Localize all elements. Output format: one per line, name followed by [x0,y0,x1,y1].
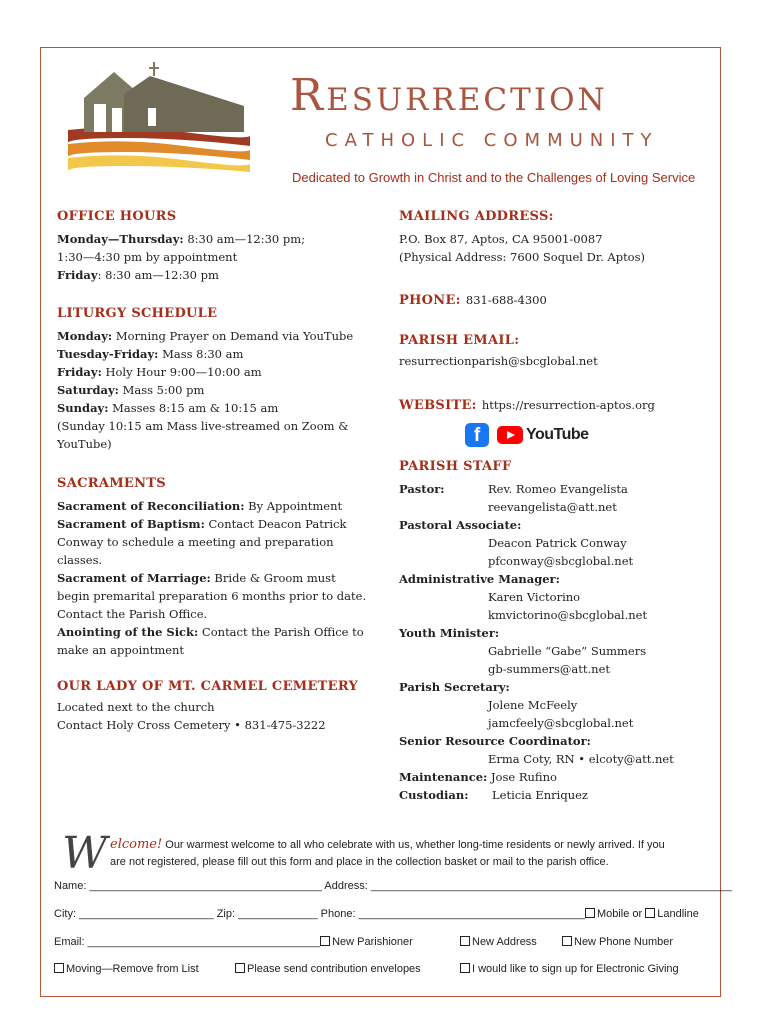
liturgy-text [57,327,353,453]
custodian-value: Leticia Enriquez [492,788,588,802]
admin-label: Administrative Manager: [399,572,560,586]
livestream-note: (Sunday 10:15 am Mass live-streamed on Zoom & [57,419,349,433]
cemetery-location: Located next to the church [57,700,215,714]
mailing-heading: MAILING ADDRESS: [399,209,554,224]
friday-label: Friday: [57,365,102,379]
senior-label: Senior Resource Coordinator: [399,734,591,748]
welcome-line2: are not registered, please fill out this form and place in the collection basket or mail to the parish office. [110,856,609,868]
mailing-text [399,230,645,266]
tagline: Dedicated to Growth in Christ and to the Challenges of Loving Service [292,170,696,185]
anointing-text: make an appointment [57,643,185,657]
office-hours-heading: OFFICE HOURS [57,209,177,224]
reconciliation-value: By Appointment [244,499,343,513]
youtube-icon[interactable] [497,426,589,444]
youth-email: gb-summers@att.net [488,662,611,676]
pastor-label: Pastor: [399,482,445,496]
email-field [54,936,413,948]
saturday-value: Mass 5:00 pm [118,383,205,397]
sacraments-text [57,497,366,659]
maintenance-value: Jose Rufino [490,770,557,784]
cemetery-contact: Contact Holy Cross Cemetery • 831-475-3222 [57,718,326,732]
secretary-label: Parish Secretary: [399,680,510,694]
office-days-value: 8:30 am—12:30 pm; [183,232,306,246]
office-appointment: 1:30—4:30 pm by appointment [57,250,238,264]
website-link[interactable]: https://resurrection-aptos.org [481,398,655,412]
new-address-label: New Address [472,936,537,948]
office-friday-value: : 8:30 am—12:30 pm [97,268,219,282]
moving-label: Moving—Remove from List [66,963,199,975]
welcome-initial: W [62,828,108,879]
baptism-text: Conway to schedule a meeting and preparation [57,535,334,549]
website-line [399,394,655,413]
po-box: P.O. Box 87, Aptos, CA 95001-0087 [399,232,603,246]
admin-email: kmvictorino@sbcglobal.net [488,608,648,622]
youth-name: Gabrielle “Gabe” Summers [488,644,647,658]
youtube-label: YouTube [526,426,589,443]
pastor-name: Rev. Romeo Evangelista [488,482,628,496]
parish-subtitle: CATHOLIC COMMUNITY [325,130,659,151]
city-zip-phone-field[interactable]: City: ______________________ Zip: _____________ Phone: _____________________________________ [54,908,585,920]
secretary-email: jamcfeely@sbcglobal.net [488,716,634,730]
cemetery-heading: OUR LADY OF MT. CARMEL CEMETERY [57,679,359,694]
tue-fri-label: Tuesday-Friday: [57,347,159,361]
sacraments-heading: SACRAMENTS [57,476,166,491]
staff-list [399,480,699,804]
new-phone-checkbox[interactable] [562,936,572,946]
office-hours-text [57,230,305,284]
cemetery-text [57,698,326,734]
associate-email: pfconway@sbcglobal.net [488,554,634,568]
electronic-option [460,963,679,975]
sunday-label: Sunday: [57,401,109,415]
phone-heading: PHONE: [399,293,461,308]
baptism-text: classes. [57,553,103,567]
admin-name: Karen Victorino [488,590,581,604]
reconciliation-label: Sacrament of Reconciliation: [57,499,245,513]
new-address-option [460,936,537,948]
landline-label: Landline [657,908,699,920]
facebook-icon[interactable]: f [465,423,489,447]
email-value[interactable]: resurrectionparish@sbcglobal.net [399,354,598,368]
welcome-emph: elcome! [110,837,163,852]
new-parishioner-label: New Parishioner [332,936,413,948]
marriage-text: Contact the Parish Office. [57,607,208,621]
monday-value: Morning Prayer on Demand via YouTube [112,329,354,343]
name-address-field[interactable]: Name: ______________________________________ Address: ___________________________________________________________ [54,880,732,892]
landline-checkbox[interactable] [645,908,655,918]
electronic-giving-label: I would like to sign up for Electronic Giving [472,963,679,975]
marriage-label: Sacrament of Marriage: [57,571,211,585]
marriage-text: begin premarital preparation 6 months prior to date. [57,589,367,603]
mobile-label: Mobile or [596,908,646,920]
social-icons [465,423,589,447]
maintenance-label: Maintenance: [399,770,488,784]
envelopes-label: Please send contribution envelopes [247,963,421,975]
secretary-name: Jolene McFeely [488,698,578,712]
email-input[interactable]: Email: ______________________________________ [54,936,321,948]
registration-form [50,826,732,986]
tue-fri-value: Mass 8:30 am [158,347,244,361]
marriage-value: Bride & Groom must [210,571,336,585]
envelopes-checkbox[interactable] [235,963,245,973]
parish-name: Resurrection [290,70,608,121]
new-address-checkbox[interactable] [460,936,470,946]
church-logo-icon [64,58,254,178]
youth-label: Youth Minister: [399,626,500,640]
new-phone-label: New Phone Number [574,936,674,948]
monday-label: Monday: [57,329,113,343]
associate-name: Deacon Patrick Conway [488,536,627,550]
custodian-label: Custodian: [399,788,469,802]
moving-checkbox[interactable] [54,963,64,973]
mobile-checkbox[interactable] [585,908,595,918]
welcome-text [110,836,710,871]
baptism-label: Sacrament of Baptism: [57,517,205,531]
anointing-value: Contact the Parish Office to [198,625,364,639]
electronic-giving-checkbox[interactable] [460,963,470,973]
associate-label: Pastoral Associate: [399,518,522,532]
physical-address: (Physical Address: 7600 Soquel Dr. Aptos) [399,250,645,264]
city-zip-phone-row [54,908,699,920]
moving-option [54,963,199,975]
sunday-value: Masses 8:15 am & 10:15 am [108,401,279,415]
office-days-label: Monday—Thursday: [57,232,184,246]
email-heading: PARISH EMAIL: [399,333,520,348]
pastor-email: reevangelista@att.net [488,500,617,514]
phone-line [399,289,547,308]
staff-heading: PARISH STAFF [399,459,512,474]
senior-value: Erma Coty, RN • elcoty@att.net [488,752,674,766]
new-parishioner-checkbox[interactable] [320,936,330,946]
friday-value: Holy Hour 9:00—10:00 am [101,365,262,379]
office-friday-label: Friday [57,268,98,282]
welcome-line1: Our warmest welcome to all who celebrate with us, whether long-time residents or newly arrived. If you [162,839,665,851]
envelopes-option [235,963,421,975]
saturday-label: Saturday: [57,383,119,397]
anointing-label: Anointing of the Sick: [57,625,199,639]
phone-value: 831-688-4300 [465,293,547,307]
baptism-value: Contact Deacon Patrick [204,517,347,531]
new-phone-option [562,936,673,948]
livestream-note-cont: YouTube) [57,437,112,451]
liturgy-heading: LITURGY SCHEDULE [57,306,218,321]
website-heading: WEBSITE: [399,398,477,413]
